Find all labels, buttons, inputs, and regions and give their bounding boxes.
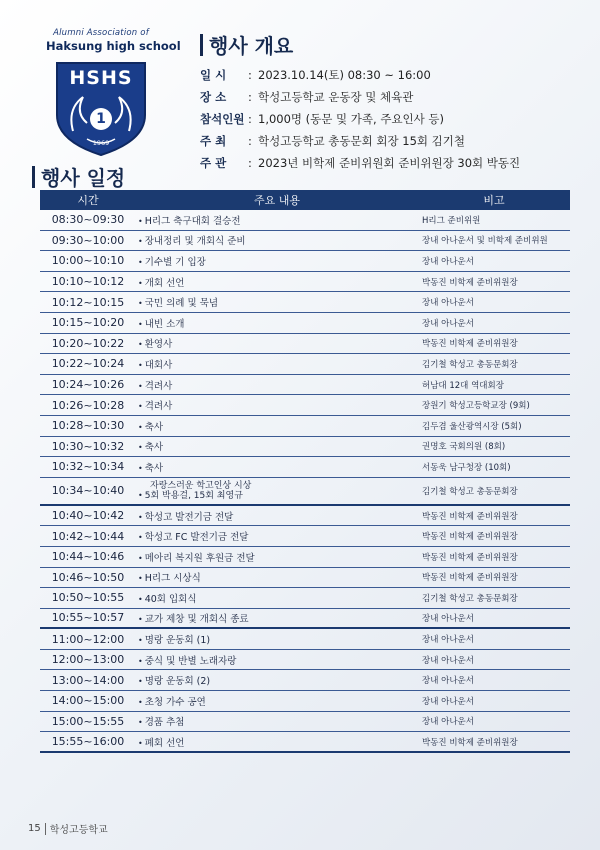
overview-value: 학성고등학교 총동문회 회장 15회 김기철 [258, 134, 465, 148]
table-row [40, 292, 570, 313]
row-content-text: 격려사 [144, 380, 173, 392]
schedule-title-text: 행사 일정 [41, 166, 126, 190]
bullet-icon: • [138, 443, 143, 453]
row-content [136, 509, 418, 523]
row-content [136, 254, 418, 268]
logo-school-text: Haksung high school [46, 39, 181, 53]
overview-label: 주 최 [200, 134, 227, 148]
row-content-text: 축사 [144, 442, 164, 454]
row-content-text: 축사 [144, 421, 164, 433]
row-content-text: 메아리 복지원 후원금 전달 [144, 552, 255, 564]
row-time: 10:15~10:20 [51, 316, 125, 330]
row-time: 10:00~10:10 [51, 254, 125, 268]
shield-emblem [53, 57, 149, 161]
row-content-text: 명랑 운동회 (1) [144, 635, 211, 647]
table-row [40, 457, 570, 478]
row-note: 박동진 비학제 준비위원장 [422, 532, 518, 543]
row-content [136, 419, 418, 433]
bullet-icon: • [138, 533, 143, 543]
bullet-icon: • [138, 697, 143, 707]
row-note: 김두겸 울산광역시장 (5회) [422, 421, 522, 432]
bullet-icon: • [138, 738, 143, 748]
bullet-icon: • [138, 553, 143, 563]
row-note: 김기철 학성고 총동문회장 [422, 486, 518, 497]
row-note: 박동진 비학제 준비위원장 [422, 277, 518, 288]
row-time: 13:00~14:00 [51, 673, 125, 687]
table-body [40, 210, 570, 753]
overview-row [200, 152, 590, 174]
row-time: 10:26~10:28 [51, 398, 125, 412]
row-time: 10:10~10:12 [51, 275, 125, 289]
row-content-text: 학성고 발전기금 전달 [144, 511, 234, 523]
overview-label: 장 소 [200, 90, 227, 104]
row-time: 10:46~10:50 [51, 570, 125, 584]
row-content-text: 명랑 운동회 (2) [144, 676, 211, 688]
bullet-icon: • [138, 574, 143, 584]
table-row [40, 547, 570, 568]
row-time: 08:30~09:30 [51, 213, 125, 227]
bullet-icon: • [138, 257, 143, 267]
row-note: 장내 아나운서 [422, 655, 474, 666]
overview-title-text: 행사 개요 [209, 34, 294, 58]
row-content-text: 환영사 [144, 339, 173, 351]
row-content [136, 460, 418, 474]
bullet-icon: • [138, 381, 143, 391]
row-content [136, 336, 418, 350]
bullet-icon: • [138, 299, 143, 309]
row-content-text: 경품 추첨 [144, 717, 185, 729]
row-content [136, 481, 418, 501]
row-time: 10:24~10:26 [51, 378, 125, 392]
row-time: 15:00~15:55 [51, 714, 125, 728]
table-row [40, 272, 570, 293]
page-footer [28, 821, 108, 836]
table-row [40, 629, 570, 650]
overview-row [200, 130, 590, 152]
overview-label: 주 관 [200, 156, 227, 170]
table-row [40, 416, 570, 437]
bullet-icon: • [138, 278, 143, 288]
table-row [40, 609, 570, 630]
row-content [136, 529, 418, 543]
row-note: 서동욱 남구청장 (10회) [422, 462, 511, 473]
row-time: 10:40~10:42 [51, 509, 125, 523]
row-content [136, 632, 418, 646]
row-content-text: 학성고 FC 발전기금 전달 [144, 532, 249, 544]
row-content-line2-wrap [138, 491, 418, 501]
table-row [40, 526, 570, 547]
table-row [40, 588, 570, 609]
row-time: 10:12~10:15 [51, 295, 125, 309]
table-row [40, 395, 570, 416]
table-row [40, 478, 570, 506]
row-content [136, 550, 418, 564]
row-note: 박동진 비학제 준비위원장 [422, 511, 518, 522]
row-time: 10:42~10:44 [51, 529, 125, 543]
table-row [40, 506, 570, 527]
row-note: 장내 아나운서 [422, 635, 474, 646]
row-content [136, 714, 418, 728]
footer-divider [45, 823, 46, 835]
bullet-icon: • [138, 216, 143, 226]
row-content [136, 398, 418, 412]
logo-number: 1 [96, 111, 106, 127]
bullet-icon: • [138, 718, 143, 728]
row-content [136, 275, 418, 289]
overview-separator: : [248, 112, 252, 126]
row-note: 허남대 12대 역대회장 [422, 380, 504, 391]
row-note: 장내 아나운서 [422, 256, 474, 267]
page-number: 15 [28, 823, 41, 834]
row-content-text: 기수별 기 입장 [144, 256, 206, 268]
overview-label: 일 시 [200, 68, 227, 82]
overview-value: 2023년 비학제 준비위원회 준비위원장 30회 박동진 [258, 156, 521, 170]
table-row [40, 375, 570, 396]
row-content-text: H리그 축구대회 결승전 [144, 215, 241, 227]
overview-row [200, 64, 590, 86]
overview-row [200, 108, 590, 130]
row-content-text: H리그 시상식 [144, 573, 201, 585]
bullet-icon: • [138, 677, 143, 687]
table-row [40, 354, 570, 375]
row-note: 장내 아나운서 [422, 298, 474, 309]
header-content: 주요 내용 [253, 194, 300, 207]
overview-separator: : [248, 134, 252, 148]
overview-label: 참석인원 [200, 112, 245, 126]
row-content [136, 213, 418, 227]
row-content [136, 591, 418, 605]
title-bar [200, 34, 203, 56]
row-content [136, 316, 418, 330]
row-time: 11:00~12:00 [51, 632, 125, 646]
logo-abbr: HSHS [69, 67, 133, 89]
title-bar [32, 166, 35, 188]
overview-separator: : [248, 68, 252, 82]
logo-year: 1969 [92, 139, 110, 147]
table-row [40, 231, 570, 252]
bullet-icon: • [138, 463, 143, 473]
row-time: 10:34~10:40 [51, 484, 125, 498]
row-time: 14:00~15:00 [51, 694, 125, 708]
header-time: 시간 [77, 194, 99, 207]
row-content [136, 570, 418, 584]
row-content-text: 개회 선언 [144, 277, 185, 289]
row-time: 10:30~10:32 [51, 439, 125, 453]
row-content [136, 233, 418, 247]
table-row [40, 650, 570, 671]
row-time: 10:32~10:34 [51, 460, 125, 474]
header-note: 비고 [483, 194, 505, 207]
row-content-text: 대회사 [144, 359, 173, 371]
row-time: 10:22~10:24 [51, 357, 125, 371]
table-row [40, 334, 570, 355]
overview-separator: : [248, 156, 252, 170]
schedule-title [32, 162, 125, 191]
bullet-icon: • [138, 512, 143, 522]
table-header [40, 190, 570, 210]
row-time: 10:55~10:57 [51, 611, 125, 625]
row-content-text: 중식 및 반별 노래자랑 [144, 655, 237, 667]
row-time: 15:55~16:00 [51, 735, 125, 749]
overview-list [200, 64, 590, 174]
row-content [136, 357, 418, 371]
row-content-text: 40회 입회식 [144, 593, 197, 605]
row-note: 박동진 비학제 준비위원장 [422, 573, 518, 584]
footer-school: 학성고등학교 [49, 825, 108, 836]
bullet-icon: • [138, 360, 143, 370]
row-content-text: 초청 가수 공연 [144, 696, 206, 708]
bullet-icon: • [138, 340, 143, 350]
table-row [40, 313, 570, 334]
row-time: 10:44~10:46 [51, 550, 125, 564]
bullet-icon: • [138, 490, 143, 500]
schedule-table [40, 190, 570, 753]
overview-value: 학성고등학교 운동장 및 체육관 [258, 90, 414, 104]
table-row [40, 670, 570, 691]
row-content-text: 격려사 [144, 401, 173, 413]
row-content-text: 국민 의례 및 묵념 [144, 298, 219, 310]
table-row [40, 732, 570, 753]
overview-value: 2023.10.14(토) 08:30 ~ 16:00 [258, 68, 431, 82]
row-note: 장내 아나운서 및 비학제 준비위원 [422, 236, 548, 247]
bullet-icon: • [138, 319, 143, 329]
table-row [40, 210, 570, 231]
row-content-text: 내빈 소개 [144, 318, 185, 330]
row-content [136, 673, 418, 687]
row-note: 박동진 비학제 준비위원장 [422, 339, 518, 350]
row-note: 장내 아나운서 [422, 613, 474, 624]
row-time: 12:00~13:00 [51, 653, 125, 667]
row-note: 장내 아나운서 [422, 696, 474, 707]
row-content-line2: 5회 박용걸, 15회 최영규 [144, 490, 243, 501]
table-row [40, 251, 570, 272]
bullet-icon: • [138, 636, 143, 646]
row-time: 09:30~10:00 [51, 233, 125, 247]
row-note: 권명호 국회의원 (8회) [422, 442, 506, 453]
row-note: 장내 아나운서 [422, 717, 474, 728]
row-time: 10:28~10:30 [51, 419, 125, 433]
row-content-text: 장내정리 및 개회식 준비 [144, 236, 246, 248]
row-time: 10:50~10:55 [51, 591, 125, 605]
logo-assoc-text: Alumni Association of [53, 28, 149, 38]
row-content [136, 653, 418, 667]
bullet-icon: • [138, 237, 143, 247]
overview-row [200, 86, 590, 108]
table-row [40, 712, 570, 733]
row-content [136, 735, 418, 749]
row-content [136, 439, 418, 453]
table-row [40, 568, 570, 589]
row-content-line1: 자랑스러운 학고인상 시상 [150, 480, 252, 491]
bullet-icon: • [138, 594, 143, 604]
row-content [136, 611, 418, 625]
bullet-icon: • [138, 614, 143, 624]
row-content-text: 교가 제창 및 개회식 종료 [144, 613, 249, 625]
row-content-text: 폐회 선언 [144, 737, 185, 749]
alumni-logo [46, 28, 181, 161]
row-note: 김기철 학성고 총동문회장 [422, 593, 518, 604]
row-note: 장원기 학성고등학교장 (9회) [422, 401, 530, 412]
bullet-icon: • [138, 402, 143, 412]
row-content [136, 378, 418, 392]
row-content-text: 축사 [144, 462, 164, 474]
row-time: 10:20~10:22 [51, 336, 125, 350]
table-row [40, 691, 570, 712]
table-row [40, 437, 570, 458]
row-note: H리그 준비위원 [422, 215, 481, 226]
row-note: 장내 아나운서 [422, 318, 474, 329]
row-note: 김기철 학성고 총동문회장 [422, 359, 518, 370]
row-note: 박동진 비학제 준비위원장 [422, 737, 518, 748]
overview-separator: : [248, 90, 252, 104]
row-note: 장내 아나운서 [422, 676, 474, 687]
row-note: 박동진 비학제 준비위원장 [422, 552, 518, 563]
row-content [136, 295, 418, 309]
row-content [136, 694, 418, 708]
overview-title [200, 30, 293, 59]
bullet-icon: • [138, 656, 143, 666]
bullet-icon: • [138, 422, 143, 432]
overview-value: 1,000명 (동문 및 가족, 주요인사 등) [258, 112, 445, 126]
